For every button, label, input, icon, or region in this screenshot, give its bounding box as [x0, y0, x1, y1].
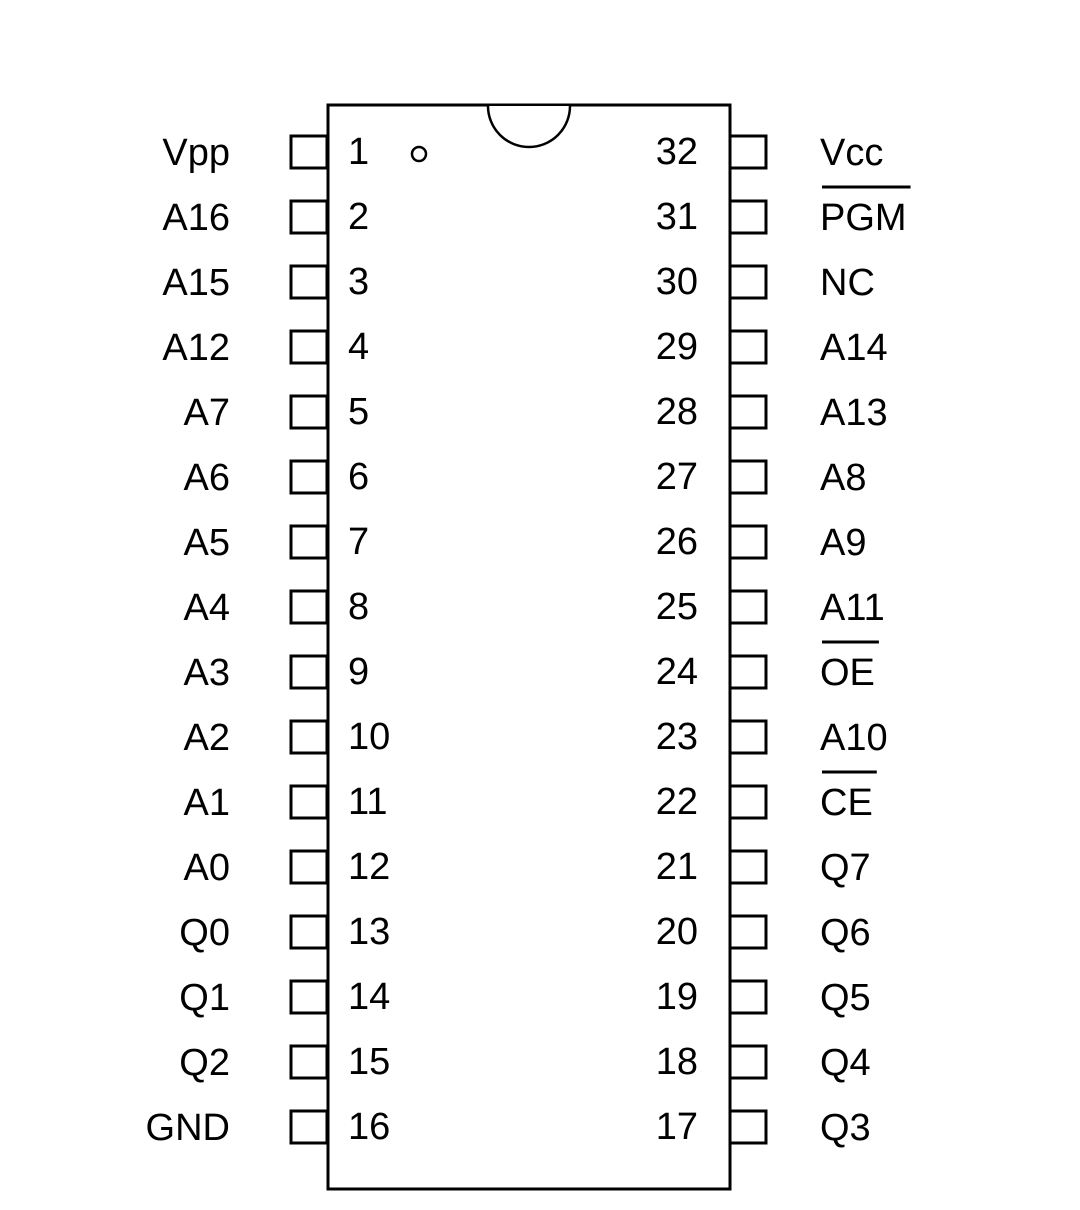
pin-lead — [291, 1111, 327, 1143]
pin-number: 3 — [348, 261, 370, 303]
pin-lead — [291, 461, 327, 493]
pin-lead — [291, 136, 327, 168]
pin-number: 31 — [655, 196, 698, 238]
pin-number: 11 — [348, 781, 388, 823]
pin-lead — [730, 526, 766, 558]
pin-number: 21 — [655, 846, 698, 888]
pin-number: 19 — [655, 976, 698, 1018]
pin-28 — [656, 391, 888, 434]
pin-25 — [656, 586, 885, 629]
pin-label: PGM — [820, 197, 907, 239]
pin-number: 14 — [348, 976, 391, 1018]
pin-lead — [730, 461, 766, 493]
pin-number: 7 — [348, 521, 370, 563]
pin-label: A7 — [183, 392, 230, 434]
pin-lead — [291, 526, 327, 558]
pin-12 — [184, 846, 391, 889]
pin-number: 1 — [348, 131, 370, 173]
pin-16 — [146, 1106, 391, 1149]
pin-number: 5 — [348, 391, 370, 433]
pin-label: CE — [820, 782, 873, 824]
pin-number: 28 — [655, 391, 698, 433]
pin-lead — [730, 916, 766, 948]
pin-label: Q4 — [820, 1042, 871, 1084]
pin-label: A15 — [162, 262, 230, 304]
pin-label: OE — [820, 652, 875, 694]
pin-number: 13 — [348, 911, 391, 953]
pin-14 — [179, 976, 390, 1019]
pin-lead — [291, 201, 327, 233]
pin-label: A5 — [183, 522, 230, 564]
pin-label: A3 — [183, 652, 230, 694]
pin-lead — [730, 851, 766, 883]
pin-label: Vcc — [820, 132, 884, 174]
pin-number: 10 — [348, 716, 391, 758]
pin-number: 8 — [348, 586, 370, 628]
pin-label: Vpp — [162, 132, 230, 174]
pin-29 — [656, 326, 888, 369]
pin-lead — [730, 656, 766, 688]
pin-label: A2 — [183, 717, 230, 759]
pin-17 — [656, 1106, 871, 1149]
pin-number: 27 — [655, 456, 698, 498]
pin-10 — [184, 716, 391, 759]
pin-number: 9 — [348, 651, 370, 693]
pin-number: 29 — [655, 326, 698, 368]
pin-lead — [730, 266, 766, 298]
pin-number: 4 — [348, 326, 370, 368]
pin-label: Q0 — [179, 912, 230, 954]
pin-label: A6 — [183, 457, 230, 499]
pin-label: Q3 — [820, 1107, 871, 1149]
pin-label: GND — [145, 1107, 230, 1149]
pin-label: Q2 — [179, 1042, 230, 1084]
pin-13 — [179, 911, 390, 954]
pin-18 — [656, 1041, 871, 1084]
pin-lead — [291, 851, 327, 883]
pin-lead — [291, 591, 327, 623]
pin-label: Q7 — [820, 847, 871, 889]
pin-label: A1 — [183, 782, 230, 824]
pin-label: A4 — [183, 587, 230, 629]
pin-number: 6 — [348, 456, 370, 498]
pin-11 — [184, 781, 388, 824]
pin-label: Q5 — [820, 977, 871, 1019]
pin-15 — [179, 1041, 390, 1084]
pin-lead — [730, 396, 766, 428]
pin-21 — [656, 846, 871, 889]
pin1-indicator-dot — [412, 147, 426, 161]
pin-label: A9 — [820, 522, 867, 564]
pin-number: 20 — [655, 911, 698, 953]
pin-lead — [291, 266, 327, 298]
pin-number: 18 — [655, 1041, 698, 1083]
pin-label: Q6 — [820, 912, 871, 954]
pin-lead — [730, 591, 766, 623]
pin-number: 32 — [655, 131, 698, 173]
pin-label: A11 — [820, 587, 885, 629]
pin-lead — [730, 201, 766, 233]
pin-number: 22 — [655, 781, 698, 823]
pin-label: A12 — [162, 327, 230, 369]
pin-27 — [656, 456, 867, 499]
pin-lead — [730, 136, 766, 168]
pin-label: A13 — [820, 392, 888, 434]
pin-label: A0 — [183, 847, 230, 889]
pin-lead — [291, 721, 327, 753]
pin-lead — [291, 396, 327, 428]
pin-lead — [291, 1046, 327, 1078]
pin-lead — [730, 786, 766, 818]
pin-number: 12 — [348, 846, 391, 888]
pin-32 — [656, 131, 884, 174]
pin-19 — [656, 976, 871, 1019]
pin-30 — [656, 261, 875, 304]
pin-label: A14 — [820, 327, 888, 369]
pin-label: A10 — [820, 717, 888, 759]
pin-number: 24 — [655, 651, 698, 693]
pin-number: 16 — [348, 1106, 391, 1148]
pin-lead — [730, 981, 766, 1013]
pin-lead — [730, 1111, 766, 1143]
pin-number: 25 — [655, 586, 698, 628]
pin-lead — [291, 331, 327, 363]
pin-label: Q1 — [179, 977, 230, 1019]
pin-lead — [730, 1046, 766, 1078]
pin-number: 26 — [655, 521, 698, 563]
pin-lead — [291, 656, 327, 688]
pin-20 — [656, 911, 871, 954]
pin-lead — [730, 721, 766, 753]
pin-lead — [291, 916, 327, 948]
pin-label: NC — [820, 262, 875, 304]
pin-number: 17 — [655, 1106, 698, 1148]
pin-number: 30 — [655, 261, 698, 303]
pin-label: A16 — [162, 197, 230, 239]
pin-label: A8 — [820, 457, 867, 499]
pin-26 — [656, 521, 867, 564]
pin-number: 2 — [348, 196, 370, 238]
pin-number: 23 — [655, 716, 698, 758]
pin-lead — [730, 331, 766, 363]
pin-number: 15 — [348, 1041, 391, 1083]
pin-lead — [291, 981, 327, 1013]
pin-23 — [656, 716, 888, 759]
pin-lead — [291, 786, 327, 818]
